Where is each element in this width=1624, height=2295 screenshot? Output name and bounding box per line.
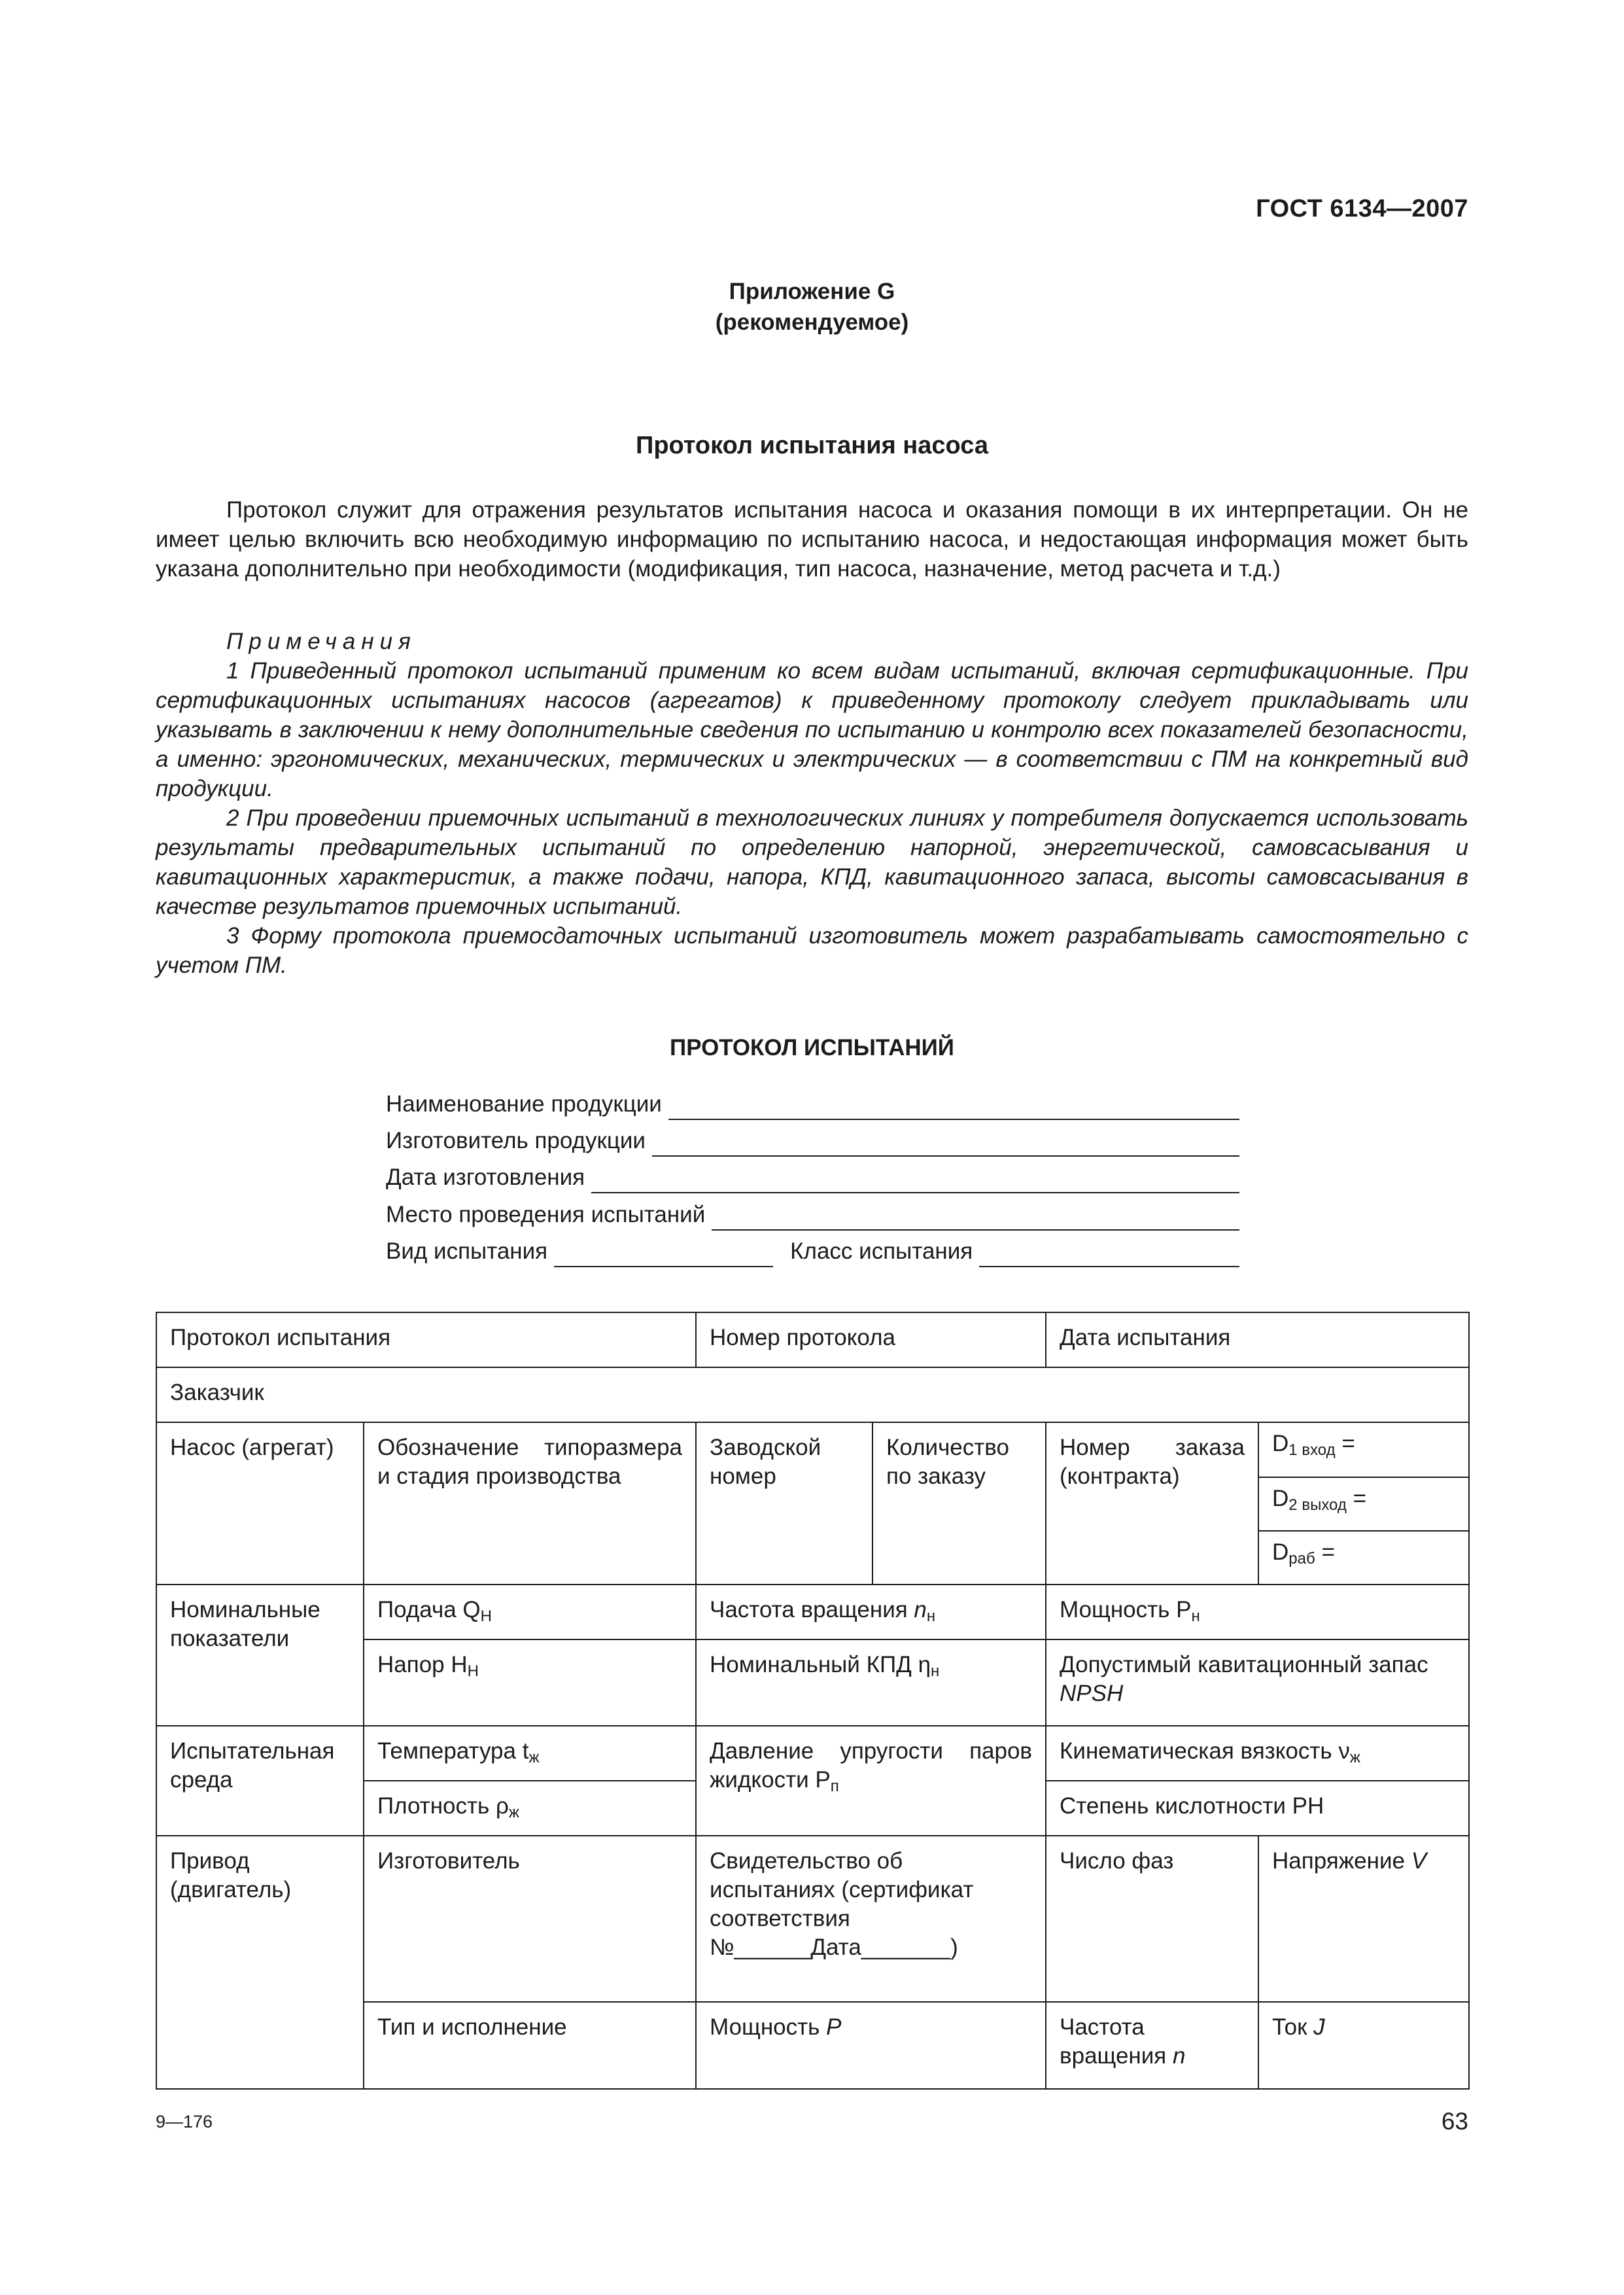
cell-drive-label: Привод (двигатель) [156, 1836, 364, 2089]
document-code: ГОСТ 6134—2007 [1256, 195, 1468, 222]
cell-drive-power: Мощность P [696, 2002, 1046, 2089]
appendix-label: Приложение G [729, 279, 895, 304]
intro-paragraph [156, 495, 1468, 584]
page-number: 63 [1441, 2108, 1468, 2135]
field-label: Класс испытания [790, 1238, 973, 1264]
fill-line[interactable] [652, 1129, 1239, 1157]
note-1: 1 Приведенный протокол испытаний применим ко всем видам испытаний, включая сертификационные. При сертификационных испытаниях насосов (агрегатов) к приведенному протоколу следует прикладывать или указывать в заключении к нему дополнительные сведения по испытанию и контролю всех показателей безопасности, а именно: эргономических, механических, термических и электрических — в соответствии с ПМ на конкретный вид продукции. [156, 658, 1468, 801]
cell-power: Мощность $P_н$ [1046, 1585, 1469, 1639]
protocol-table [156, 1312, 1470, 2090]
fill-line[interactable] [591, 1166, 1239, 1193]
cell-density: Плотность $\rho_ж$ [364, 1781, 696, 1836]
cell-drive-manufacturer: Изготовитель [364, 1836, 696, 2002]
cell-phases: Число фаз [1046, 1836, 1258, 2002]
field-test-type-class [386, 1231, 1239, 1267]
section-title: Протокол испытания насоса [636, 432, 988, 459]
table-row [156, 1726, 1469, 1781]
table-row [156, 1422, 1469, 1477]
cell-protocol-number: Номер протокола [696, 1312, 1046, 1367]
note-2: 2 При проведении приемочных испытаний в технологических линиях у потребителя допускается использовать результаты предварительных испытаний по определению напорной, энергетической, самовсасывания и кавитационных характеристик, а также подачи, напора, КПД, кавитационного запаса, высоты самовсасывания в качестве результатов приемочных испытаний. [156, 805, 1468, 919]
cell-current: Ток J [1258, 2002, 1469, 2089]
cell-vapor-pressure: Давление упругости паров жидкости $P_п$ [696, 1726, 1046, 1836]
cell-head: Напор $H_Н$ [364, 1639, 696, 1726]
field-label: Изготовитель продукции [386, 1128, 646, 1153]
cell-d1-inlet: $D_1$ $_{вход}$ = [1258, 1422, 1469, 1477]
cell-customer: Заказчик [156, 1367, 1469, 1422]
table-row [156, 1836, 1469, 2002]
cell-d-working: $D_{раб}$ = [1258, 1531, 1469, 1585]
cell-medium-label: Испытательная среда [156, 1726, 364, 1836]
field-label: Вид испытания [386, 1238, 548, 1264]
cell-quantity: Количество по заказу [872, 1422, 1046, 1585]
appendix-status: (рекомендуемое) [715, 309, 909, 335]
cell-efficiency: Номинальный КПД $\eta_н$ [696, 1639, 1046, 1726]
field-label: Наименование продукции [386, 1091, 662, 1117]
field-label: Дата изготовления [386, 1165, 585, 1190]
cell-d2-outlet: $D_2$ $_{выход}$ = [1258, 1477, 1469, 1531]
cell-designation: Обозначение типоразмера и стадия производства [364, 1422, 696, 1585]
fill-line[interactable] [668, 1093, 1239, 1120]
intro-text: Протокол служит для отражения результатов испытания насоса и оказания помощи в их интерпретации. Он не имеет целью включить всю необходимую информацию по испытанию насоса, и недостающая информация может быть указана дополнительно при необходимости (модификация, тип насоса, назначение, метод расчета и т.д.) [156, 497, 1468, 582]
fill-line[interactable] [979, 1240, 1239, 1267]
protocol-title: ПРОТОКОЛ ИСПЫТАНИЙ [670, 1035, 954, 1060]
cell-ph: Степень кислотности PH [1046, 1781, 1469, 1836]
note-3: 3 Форму протокола приемосдаточных испытаний изготовитель может разрабатывать самостоятельно с учетом ПМ. [156, 923, 1468, 978]
cell-certificate: Свидетельство об испытаниях (сертификат соответствия №______Дата_______) [696, 1836, 1046, 2002]
cell-order-number: Номер заказа (контракта) [1046, 1422, 1258, 1585]
table-row [156, 1367, 1469, 1422]
cell-pump-label: Насос (агрегат) [156, 1422, 364, 1585]
footer-code: 9—176 [156, 2112, 213, 2131]
cell-nominal-label: Номинальные показатели [156, 1585, 364, 1726]
table-row [156, 1312, 1469, 1367]
fill-line[interactable] [554, 1240, 773, 1267]
appendix-heading [156, 276, 1468, 338]
cell-temperature: Температура $t_ж$ [364, 1726, 696, 1781]
cell-rotation-speed: Частота вращения $n_н$ [696, 1585, 1046, 1639]
table-row [156, 1585, 1469, 1639]
cell-npsh: Допустимый кавитационный запас NPSH [1046, 1639, 1469, 1726]
cell-test-date: Дата испытания [1046, 1312, 1469, 1367]
cell-serial: Заводской номер [696, 1422, 872, 1585]
notes-block [156, 627, 1468, 980]
fill-line[interactable] [712, 1203, 1239, 1231]
cell-protocol: Протокол испытания [156, 1312, 696, 1367]
notes-heading: Примечания [226, 629, 417, 654]
cell-flow: Подача $Q_Н$ [364, 1585, 696, 1639]
field-product-name [386, 1083, 1239, 1120]
cell-voltage: Напряжение V [1258, 1836, 1469, 2002]
field-test-place [386, 1194, 1239, 1231]
cell-drive-type: Тип и исполнение [364, 2002, 696, 2089]
cell-viscosity: Кинематическая вязкость $\nu_ж$ [1046, 1726, 1469, 1781]
field-label: Место проведения испытаний [386, 1202, 706, 1227]
field-manufacturer [386, 1120, 1239, 1157]
cell-drive-speed: Частота вращения n [1046, 2002, 1258, 2089]
field-manufacture-date [386, 1157, 1239, 1193]
